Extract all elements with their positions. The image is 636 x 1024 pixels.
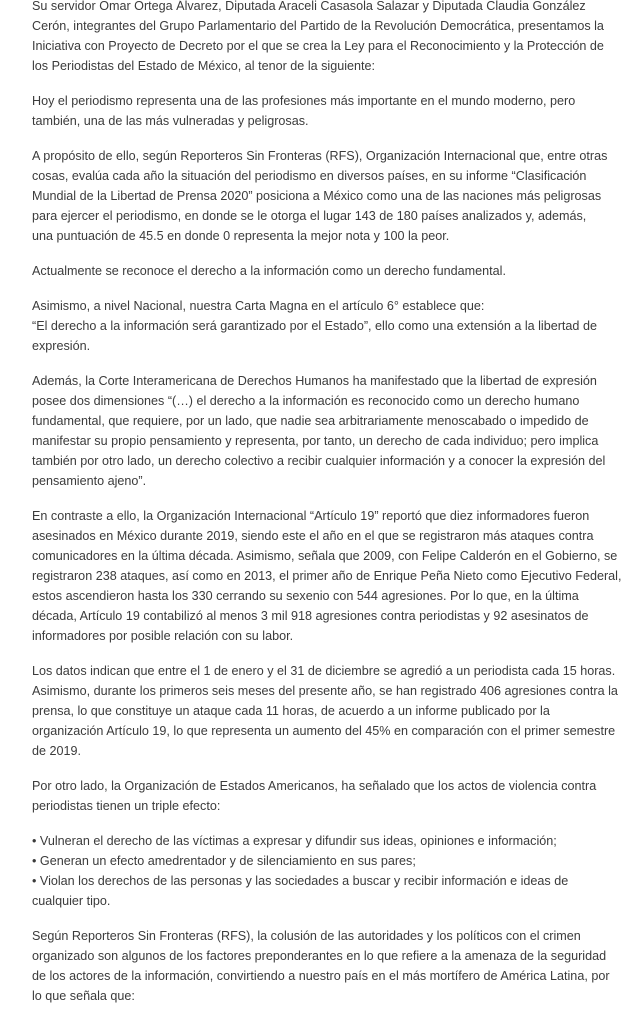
text-line: de los actores de la información, convirtiendo a nuestro país en el más mortífero de América Latina, por: [32, 969, 610, 983]
text-line: posee dos dimensiones “(…) el derecho a la información es reconocido como un derecho humano: [32, 394, 580, 408]
text-line: prensa, lo que constituye un ataque cada 11 horas, de acuerdo a un informe publicado por la: [32, 704, 550, 718]
text-line: Los datos indican que entre el 1 de enero y el 31 de diciembre se agredió a un periodista cada 15 horas.: [32, 664, 616, 678]
text-line: Su servidor Omar Ortega Álvarez, Diputada Araceli Casasola Salazar y Diputada Claudia González: [32, 0, 586, 13]
paragraph: [32, 0, 604, 76]
text-line: estos ascendieron hasta los 330 cerrando su sexenio con 544 agresiones. Por lo que, en la última: [32, 589, 579, 603]
text-line: comunicadores en la última década. Asimismo, señala que 2009, con Felipe Calderón en el Gobierno, se: [32, 549, 618, 563]
text-line: Actualmente se reconoce el derecho a la información como un derecho fundamental.: [32, 264, 506, 278]
text-line: Mundial de la Libertad de Prensa 2020” posiciona a México como una de las naciones más peligrosas: [32, 189, 602, 203]
text-line: asesinados en México durante 2019, siendo este el año en el que se registraron más ataques contra: [32, 529, 594, 543]
paragraph: [32, 661, 618, 761]
text-line: organización Artículo 19, lo que representa un aumento del 45% en comparación con el primer semestre: [32, 724, 616, 738]
paragraph: [32, 776, 604, 816]
text-line: Hoy el periodismo representa una de las profesiones más importante en el mundo moderno, pero: [32, 94, 576, 108]
text-line: década, Artículo 19 contabilizó al menos 3 mil 918 agresiones contra periodistas y 92 asesinatos de: [32, 609, 589, 623]
text-line: “El derecho a la información será garantizado por el Estado”, ello como una extensión a la libertad de: [32, 319, 597, 333]
text-line: • Generan un efecto amedrentador y de silenciamiento en sus pares;: [32, 854, 416, 868]
text-line: cosas, evalúa cada año la situación del periodismo en diversos países, en su informe “Clasificación: [32, 169, 587, 183]
text-line: organizado son algunos de los factores preponderantes en lo que refiere a la amenaza de la seguridad: [32, 949, 607, 963]
text-line: Según Reporteros Sin Fronteras (RFS), la colusión de las autoridades y los políticos con el crimen: [32, 929, 581, 943]
paragraph: [32, 296, 604, 356]
text-line: pensamiento ajeno”.: [32, 474, 147, 488]
paragraph: [32, 926, 610, 1006]
text-line: En contraste a ello, la Organización Internacional “Artículo 19” reportó que diez informadores fueron: [32, 509, 590, 523]
text-line: Además, la Corte Interamericana de Derechos Humanos ha manifestado que la libertad de expresión: [32, 374, 597, 388]
paragraph: [32, 831, 604, 911]
text-line: Asimismo, durante los primeros seis meses del presente año, se han registrado 406 agresiones contra la: [32, 684, 618, 698]
paragraph: [32, 506, 622, 646]
text-line: los Periodistas del Estado de México, al tenor de la siguiente:: [32, 59, 376, 73]
paragraph: [32, 146, 608, 246]
text-line: informadores por posible relación con su labor.: [32, 629, 294, 643]
text-line: lo que señala que:: [32, 989, 135, 1003]
text-line: periodistas tienen un triple efecto:: [32, 799, 221, 813]
text-line: para ejercer el periodismo, en donde se le otorga el lugar 143 de 180 países analizados y, además,: [32, 209, 587, 223]
text-line: manifestar su propio pensamiento y representa, por tanto, un derecho de cada individuo; pero implica: [32, 434, 599, 448]
text-line: • Vulneran el derecho de las víctimas a expresar y difundir sus ideas, opiniones e información;: [32, 834, 557, 848]
text-line: Por otro lado, la Organización de Estados Americanos, ha señalado que los actos de violencia contra: [32, 779, 597, 793]
text-line: también, una de las más vulneradas y peligrosas.: [32, 114, 309, 128]
text-line: registraron 238 ataques, así como en 2013, el primer año de Enrique Peña Nieto como Ejecutivo Federal,: [32, 569, 622, 583]
text-line: expresión.: [32, 339, 91, 353]
text-line: A propósito de ello, según Reporteros Sin Fronteras (RFS), Organización Internacional que, entre otras: [32, 149, 608, 163]
document-body: [32, 0, 622, 1021]
text-line: una puntuación de 45.5 en donde 0 representa la mejor nota y 100 la peor.: [32, 229, 450, 243]
text-line: de 2019.: [32, 744, 82, 758]
text-line: también por otro lado, un derecho colectivo a recibir cualquier información y a conocer la expresión del: [32, 454, 606, 468]
paragraph: [32, 91, 604, 131]
text-line: Asimismo, a nivel Nacional, nuestra Carta Magna en el artículo 6° establece que:: [32, 299, 485, 313]
paragraph: [32, 261, 604, 281]
text-line: Iniciativa con Proyecto de Decreto por el que se crea la Ley para el Reconocimiento y la Protección de: [32, 39, 604, 53]
text-line: cualquier tipo.: [32, 894, 111, 908]
text-line: fundamental, que requiere, por un lado, que nadie sea arbitrariamente menoscabado o impedido de: [32, 414, 589, 428]
text-line: • Violan los derechos de las personas y las sociedades a buscar y recibir información e ideas de: [32, 874, 569, 888]
text-line: Cerón, integrantes del Grupo Parlamentario del Partido de la Revolución Democrática, presentamos la: [32, 19, 604, 33]
paragraph: [32, 371, 604, 491]
